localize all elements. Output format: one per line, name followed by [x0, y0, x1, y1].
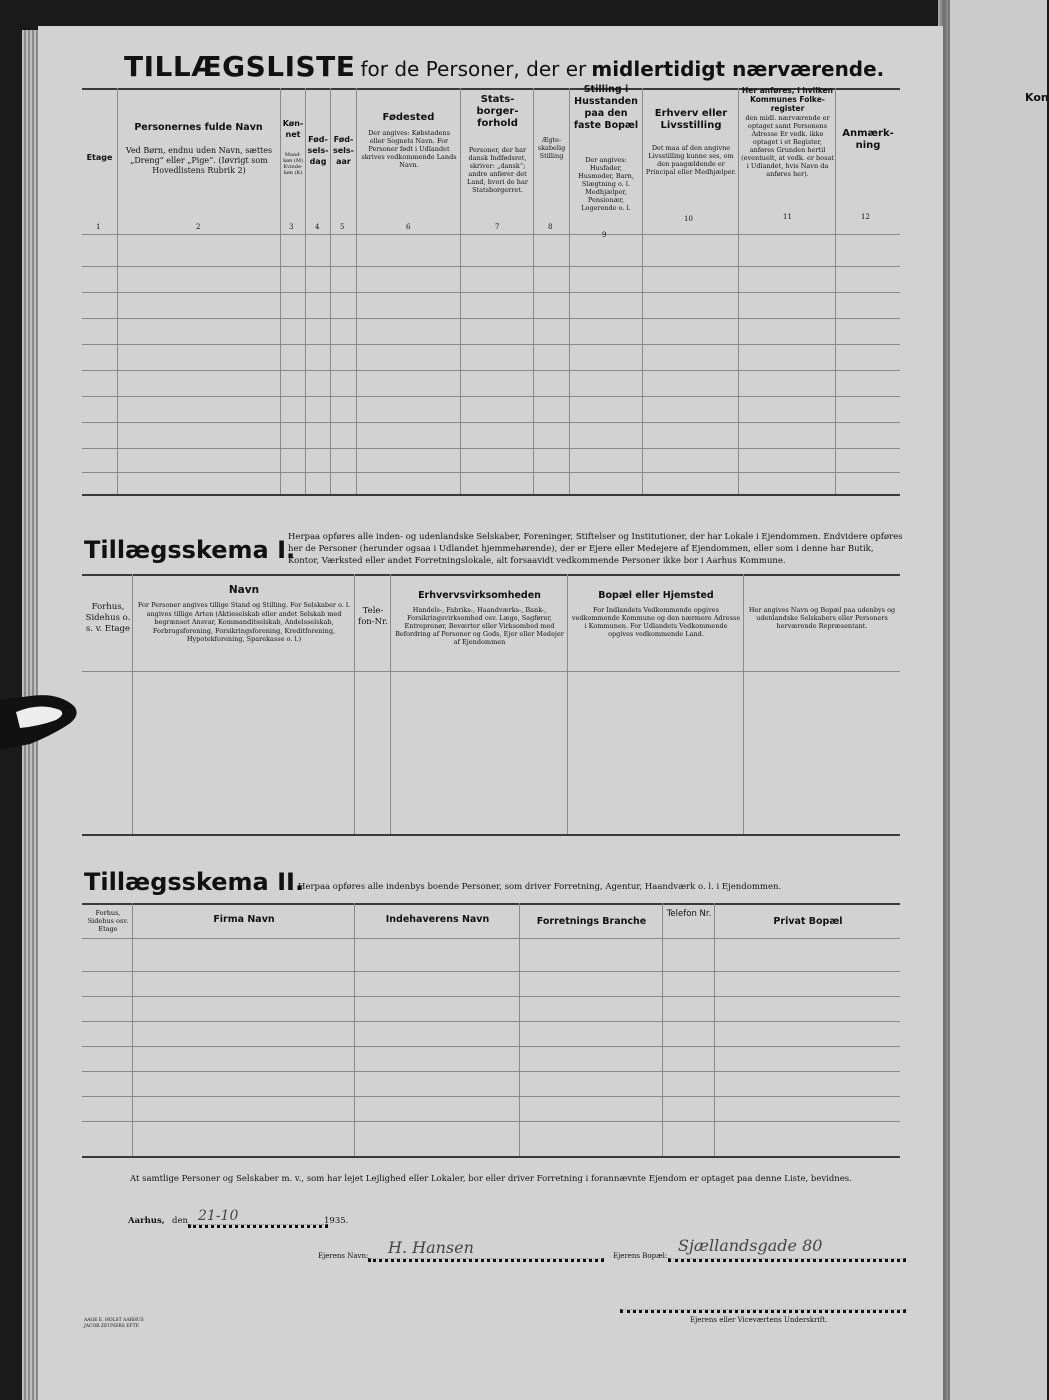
col-text: Ægte-skabelig Stilling: [537, 136, 566, 160]
page-title: [124, 50, 884, 83]
owner-address-handwritten: Sjællandsgade 80: [678, 1236, 823, 1255]
facing-page-text: Kon: [1025, 91, 1049, 104]
col-text: den midl. nærværende er optaget samt Personens Adresse Er vedk. ikke optaget i et Register, anføres Grunden hertil (eventuelt, at vedk. er bosat i Udlandet, hvis Navn da anføres her).: [741, 114, 834, 178]
date-label: den: [172, 1216, 188, 1226]
skema1-col-name-text: For Personer angives tillige Stand og Stilling. For Selskaber o. l. angives tillige Arten (Aktieselskab eller andet Selskab med begrænset Ansvar, Kommanditselskab, Andelsselskab, Forbrugsforening, Forsikringsforening, Kreditforening, Hypotekforening, Sparekasse o. l.): [137, 601, 351, 643]
title-main: TILLÆGSLISTE: [124, 50, 356, 83]
col-head: Fødested: [382, 112, 435, 123]
facing-page: [948, 0, 1047, 1400]
skema2-col-firm: Firma Navn: [213, 914, 275, 925]
binder-clip-icon: [0, 692, 80, 752]
col-num: 2: [196, 223, 201, 231]
skema1-col-business-head: Erhvervsvirksomheden: [418, 590, 541, 601]
col-num: 5: [340, 223, 345, 231]
skema2-col-etage: Forhus, Sidehus osv. Etage: [87, 909, 129, 933]
col-text: Der angives: Købstadens eller Sognets Navn. For Personer født i Udlandet skrives vedkommende Lands Navn.: [361, 129, 457, 169]
attestation-text: At samtlige Personer og Selskaber m. v., som har lejet Lejlighed eller Lokaler, bor eller driver Forretning i forannævnte Ejendom er optaget paa denne Liste, bevidnes.: [130, 1174, 852, 1184]
col-num: 3: [289, 223, 294, 231]
skema1-col-business-text: Handels-, Fabriks-, Haandværks-, Bank-, Forsikringsvirksomhed osv. Læge, Sagfører, Entreprenør, Beværter eller Virksomhed med Befordring af Personer og Gods, Ejer eller Medejer af Ejendommen: [395, 606, 564, 646]
owner-name-handwritten: H. Hansen: [388, 1238, 474, 1257]
col-text: Etage: [86, 153, 113, 162]
skema2-col-address: Privat Bopæl: [773, 916, 843, 927]
place-label: Aarhus,: [128, 1216, 165, 1226]
attestation: [130, 1174, 852, 1184]
col-text: Mand-køn (M) Kvinde-køn (K): [283, 152, 303, 176]
owner-name-label: Ejerens Navn:: [318, 1252, 369, 1260]
col-num: 7: [495, 223, 500, 231]
col-head: Her anføres, i hvilken Kommunes Folke-register: [742, 86, 833, 113]
col-head: Stats-borger-forhold: [476, 94, 519, 129]
skema2-col-owner: Indehaverens Navn: [385, 914, 490, 925]
skema2-intro: Herpaa opføres alle indenbys boende Personer, som driver Forretning, Agentur, Haandværk o. l. i Ejendommen.: [298, 882, 782, 892]
col-head: Personernes fulde Navn: [134, 122, 263, 133]
skema1-col-residence-head: Bopæl eller Hjemsted: [598, 590, 714, 601]
skema2-col-branch: Forretnings Branche: [536, 916, 647, 927]
skema1-title: Tillægsskema I.: [84, 536, 296, 564]
col-head: Anmærk-ning: [842, 128, 894, 151]
skema1-col-name-head: Navn: [228, 584, 260, 596]
col-num: 9: [602, 231, 607, 239]
col-num: 6: [406, 223, 411, 231]
date-handwritten: 21-10: [198, 1208, 239, 1224]
col-text: Det maa af den angivne Livsstilling kunne ses, om den paagældende er Principal eller Medhjælper.: [645, 144, 737, 176]
skema1-col-etage: Forhus, Sidehus o. s. v. Etage: [85, 602, 131, 634]
col-num: 12: [861, 213, 870, 221]
col-head: Køn-net: [282, 119, 304, 139]
title-strong: midlertidigt nærværende.: [591, 57, 885, 81]
col-head: Erhverv eller Livsstilling: [654, 108, 728, 131]
col-num: 11: [783, 213, 792, 221]
col-head: Stilling i Husstanden paa den faste Bopæl: [573, 84, 639, 131]
skema1-intro: Herpaa opføres alle inden- og udenlandske Selskaber, Foreninger, Stiftelser og Institutioner, der har Lokale i Ejendommen. Endvidere opføres her de Personer (herunder ogsaa i Udlandet hjemmehørende), der er Ejere eller Medejere af Ejendommen, eller som i denne har Butik, Kontor, Værksted eller andet Forretningslokale, alt forsaavidt vedkommende Personer ikke bor i Aarhus Kommune.: [288, 532, 903, 566]
owner-address-label: Ejerens Bopæl:: [613, 1252, 668, 1260]
col-text: Personer, der har dansk Indfødsret, skriver: „dansk“; andre anfører det Land, hvori de har Statsborgerret.: [467, 146, 528, 194]
signature-label: Ejerens eller Viceværtens Underskrift.: [690, 1316, 828, 1324]
title-rest: for de Personer, der er: [360, 57, 587, 81]
col-num: 1: [96, 223, 101, 231]
skema1-col-phone: Tele-fon-Nr.: [358, 606, 388, 627]
form-page: [38, 26, 943, 1400]
col-num: 4: [315, 223, 320, 231]
col-text: Ved Børn, endnu uden Navn, sættes „Dreng“ eller „Pige“. (Iøvrigt som Hovedlistens Rubrik 2): [125, 146, 273, 175]
col-num: 8: [548, 223, 553, 231]
skema1-col-representative: Her angives Navn og Bopæl paa udenbys og udenlandske Selskabers eller Personers herværende Repræsentant.: [748, 606, 896, 630]
year: 1935.: [324, 1216, 349, 1226]
col-head: Fød-sels-dag: [307, 135, 329, 166]
skema2-col-phone: Telefon Nr.: [666, 909, 712, 919]
col-num: 10: [684, 215, 693, 223]
col-text: Der angives: Husfader, Husmoder, Barn, Slægtning o. l. Medhjælper, Pensionær, Logerende o. l.: [578, 156, 634, 212]
col-head: Fød-sels-aar: [332, 135, 354, 166]
skema1-col-residence-text: For Indlandets Vedkommende opgives vedkommende Kommune og den nærmere Adresse i Kommunen. For Udlandets Vedkommende opgives vedkommende Land.: [571, 606, 741, 638]
skema2-title: Tillægsskema II.: [84, 868, 305, 896]
printer-mark: AAGE E. HOLST AARHUS JACOB ZEUNERS EFTF.: [84, 1318, 144, 1329]
